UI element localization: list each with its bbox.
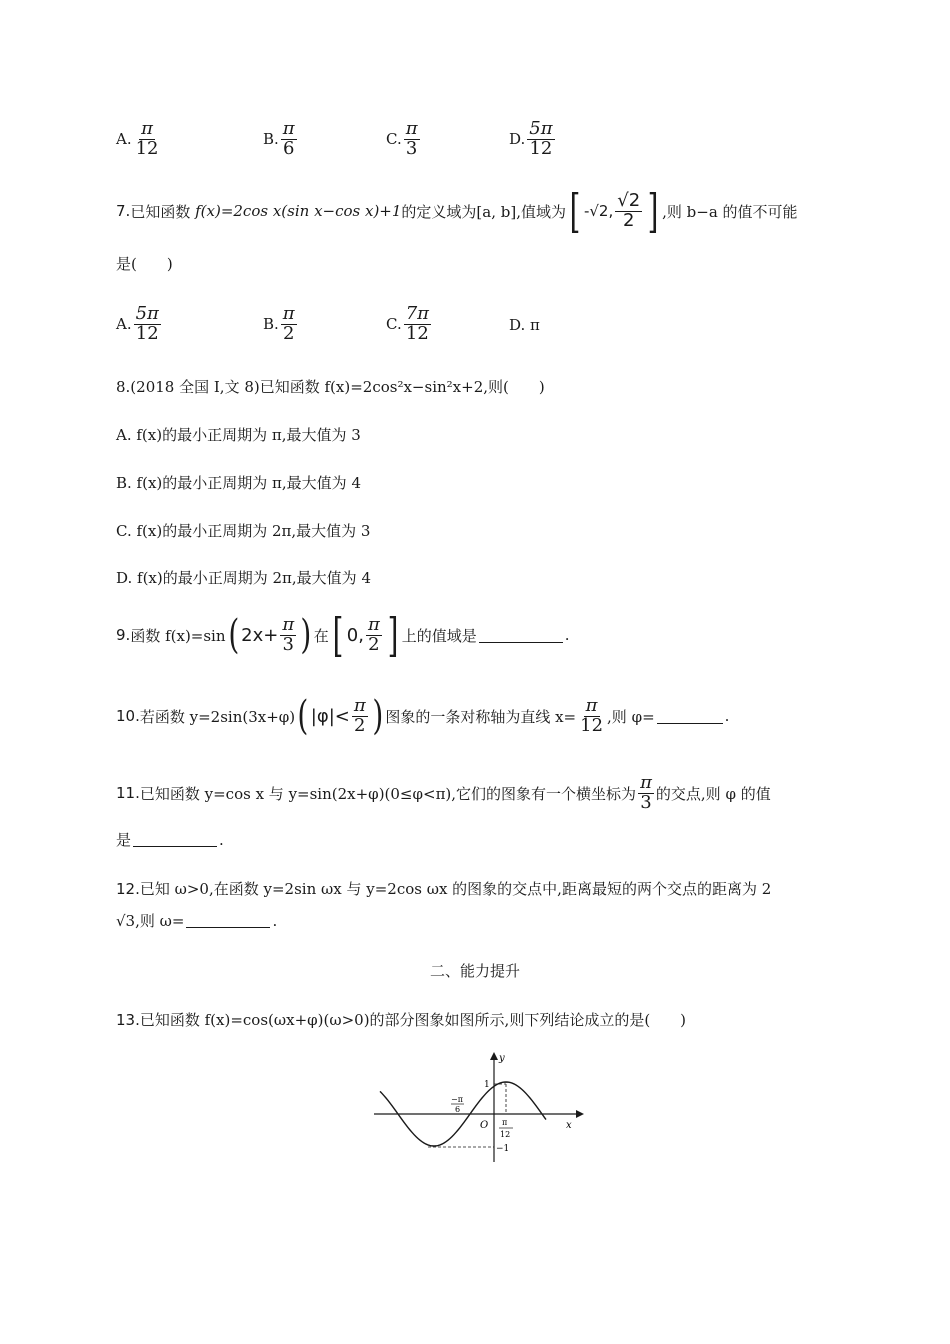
q7-line2 [116, 253, 173, 274]
fraction [615, 189, 642, 231]
denominator: 2 [354, 714, 366, 736]
text: 函数 f(x)=sin [130, 626, 226, 645]
option-text: D. f(x)的最小正周期为 2π,最大值为 4 [116, 569, 371, 587]
right-bracket: ] [647, 184, 659, 238]
fraction [638, 774, 654, 813]
left-paren: ( [227, 612, 239, 658]
q6-option-d [509, 120, 557, 159]
text: 若函数 y=2sin(3x+φ) [139, 707, 296, 726]
x-label: x [566, 1120, 572, 1131]
text: 在 [313, 626, 329, 645]
option-text: π [530, 316, 540, 334]
denominator: 3 [640, 791, 652, 813]
denominator: 3 [282, 633, 294, 655]
section-title: 二、能力提升 [429, 962, 520, 980]
q6-option-c [386, 120, 422, 159]
text: 已知 ω>0,在函数 y=2sin ωx 与 y=2cos ωx 的图象的交点中,距离最短的两个交点的距离为 2 [139, 880, 772, 898]
tick-label-minus-1: −1 [496, 1144, 510, 1154]
option-label: C. [386, 315, 402, 334]
text: 已知函数 y=cos x 与 y=sin(2x+φ)(0≤φ<π),它们的图象有一个横坐标为 [139, 784, 637, 803]
q6-option-b [263, 120, 299, 159]
option-label: C. [386, 130, 402, 149]
option-label: D. [509, 130, 526, 149]
right-tick-denominator: 12 [500, 1130, 511, 1139]
option-label: B. [263, 315, 279, 334]
option-label: A. [116, 315, 132, 334]
q10-stem [116, 693, 730, 739]
origin-label: O [480, 1120, 489, 1131]
fraction [281, 120, 297, 159]
cosine-graph [370, 1050, 585, 1165]
fraction [281, 305, 297, 344]
text: 图象的一条对称轴为直线 x= [385, 707, 577, 726]
interval-left: 0, [346, 624, 364, 646]
section-heading [0, 960, 950, 981]
option-label: D. [509, 316, 526, 334]
q6-option-a [116, 120, 163, 159]
numerator: π [405, 118, 418, 139]
fraction [527, 120, 554, 159]
denominator: 6 [282, 137, 295, 159]
numerator: π [367, 613, 380, 635]
denominator: 2 [622, 209, 635, 231]
q7-option-b [263, 305, 299, 344]
right-bracket: ] [387, 608, 399, 662]
question-number: 11. [116, 784, 140, 803]
y-label: y [499, 1053, 505, 1064]
text: . [272, 911, 278, 930]
tick-label-1: 1 [484, 1080, 490, 1090]
text: 的交点,则 φ 的值 [655, 784, 771, 803]
left-tick-denominator: 6 [455, 1105, 461, 1114]
question-number: 7. [116, 202, 131, 220]
fraction [134, 120, 161, 159]
question-number: 9. [116, 626, 131, 644]
q7-option-a [116, 305, 163, 344]
numerator: π [141, 118, 153, 139]
numerator: 5π [135, 303, 159, 324]
text: 上的值域是 [401, 626, 477, 645]
text: √3,则 ω= [116, 912, 185, 930]
answer-blank[interactable] [479, 628, 563, 643]
y-axis-arrow [490, 1052, 498, 1060]
formula: f(x)=2cos x(sin x−cos x)+1 [195, 202, 402, 220]
numerator: π [282, 118, 295, 139]
q11-line2 [116, 829, 224, 850]
question-number: 13. [116, 1010, 140, 1029]
fraction [352, 694, 368, 736]
expression: 2x+ [241, 624, 279, 646]
text: 的定义域为[a, b],值域为 [401, 202, 566, 221]
numerator: π [585, 694, 598, 716]
numerator: π [282, 613, 295, 635]
q9-stem [116, 608, 570, 662]
q8-stem [116, 376, 545, 397]
text: 是 [116, 831, 132, 849]
q7-stem: 7. 已知函数 f(x)=2cos x(sin x−cos x)+1 的定义域为[a, b],值域为 [ -√2 , $\frac{√2}{2}$ ] ,则 b−a 的值不可能 [116, 184, 798, 238]
numerator: 7π [405, 303, 430, 324]
option-label: A. [116, 130, 132, 149]
denominator: 3 [405, 137, 418, 159]
option-text: B. f(x)的最小正周期为 π,最大值为 4 [116, 474, 361, 492]
denominator: 2 [282, 322, 295, 344]
q12-line2 [116, 910, 277, 931]
q13-stem [116, 1009, 686, 1030]
right-paren: ) [372, 693, 383, 739]
q8-option-b [116, 472, 361, 493]
numerator: π [282, 303, 295, 324]
fraction [404, 305, 431, 344]
q8-option-d [116, 567, 371, 588]
question-number: 12. [116, 879, 140, 898]
text: 已知函数 [130, 202, 191, 221]
denominator: 12 [405, 322, 429, 344]
denominator: 12 [529, 137, 553, 159]
left-bracket: [ [332, 608, 344, 662]
text: 8.(2018 全国 I,文 8)已知函数 f(x)=2cos²x−sin²x+2,则( ) [116, 378, 545, 396]
q7-option-d [509, 316, 540, 334]
q8-option-a [116, 424, 361, 445]
answer-blank[interactable] [657, 709, 723, 724]
option-text: A. f(x)的最小正周期为 π,最大值为 3 [116, 426, 361, 444]
text: . [564, 626, 570, 644]
left-paren: ( [297, 693, 309, 739]
text: 是( ) [116, 255, 173, 273]
q11-stem [116, 774, 771, 813]
denominator: 2 [368, 633, 380, 655]
left-tick-numerator: −π [451, 1095, 463, 1104]
numerator: 5π [529, 118, 553, 139]
answer-blank[interactable] [133, 832, 217, 847]
condition: |φ|< [310, 705, 350, 727]
fraction [578, 694, 605, 736]
fraction [404, 120, 420, 159]
denominator: 12 [135, 137, 159, 159]
q7-option-c [386, 305, 433, 344]
right-paren: ) [300, 612, 312, 658]
fraction [280, 613, 296, 655]
text: . [219, 830, 224, 849]
numerator: √2 [617, 189, 641, 211]
text: 已知函数 f(x)=cos(ωx+φ)(ω>0)的部分图象如图所示,则下列结论成立的是( ) [139, 1011, 687, 1029]
text: ,则 b−a 的值不可能 [662, 202, 798, 221]
text: . [724, 707, 730, 725]
text: ,则 φ= [607, 707, 655, 726]
fraction [366, 613, 382, 655]
numerator: π [353, 694, 366, 716]
q12-stem [116, 878, 771, 899]
left-bracket: [ [569, 184, 581, 238]
right-tick-numerator: π [502, 1118, 508, 1127]
answer-blank[interactable] [186, 913, 270, 928]
denominator: 12 [135, 322, 159, 344]
question-number: 10. [116, 707, 140, 725]
x-axis-arrow [576, 1110, 584, 1118]
q8-option-c [116, 520, 370, 541]
fraction [134, 305, 161, 344]
option-label: B. [263, 130, 279, 149]
numerator: π [640, 772, 652, 793]
range-left: -√2 [583, 202, 609, 220]
denominator: 12 [580, 714, 604, 736]
option-text: C. f(x)的最小正周期为 2π,最大值为 3 [116, 522, 371, 540]
